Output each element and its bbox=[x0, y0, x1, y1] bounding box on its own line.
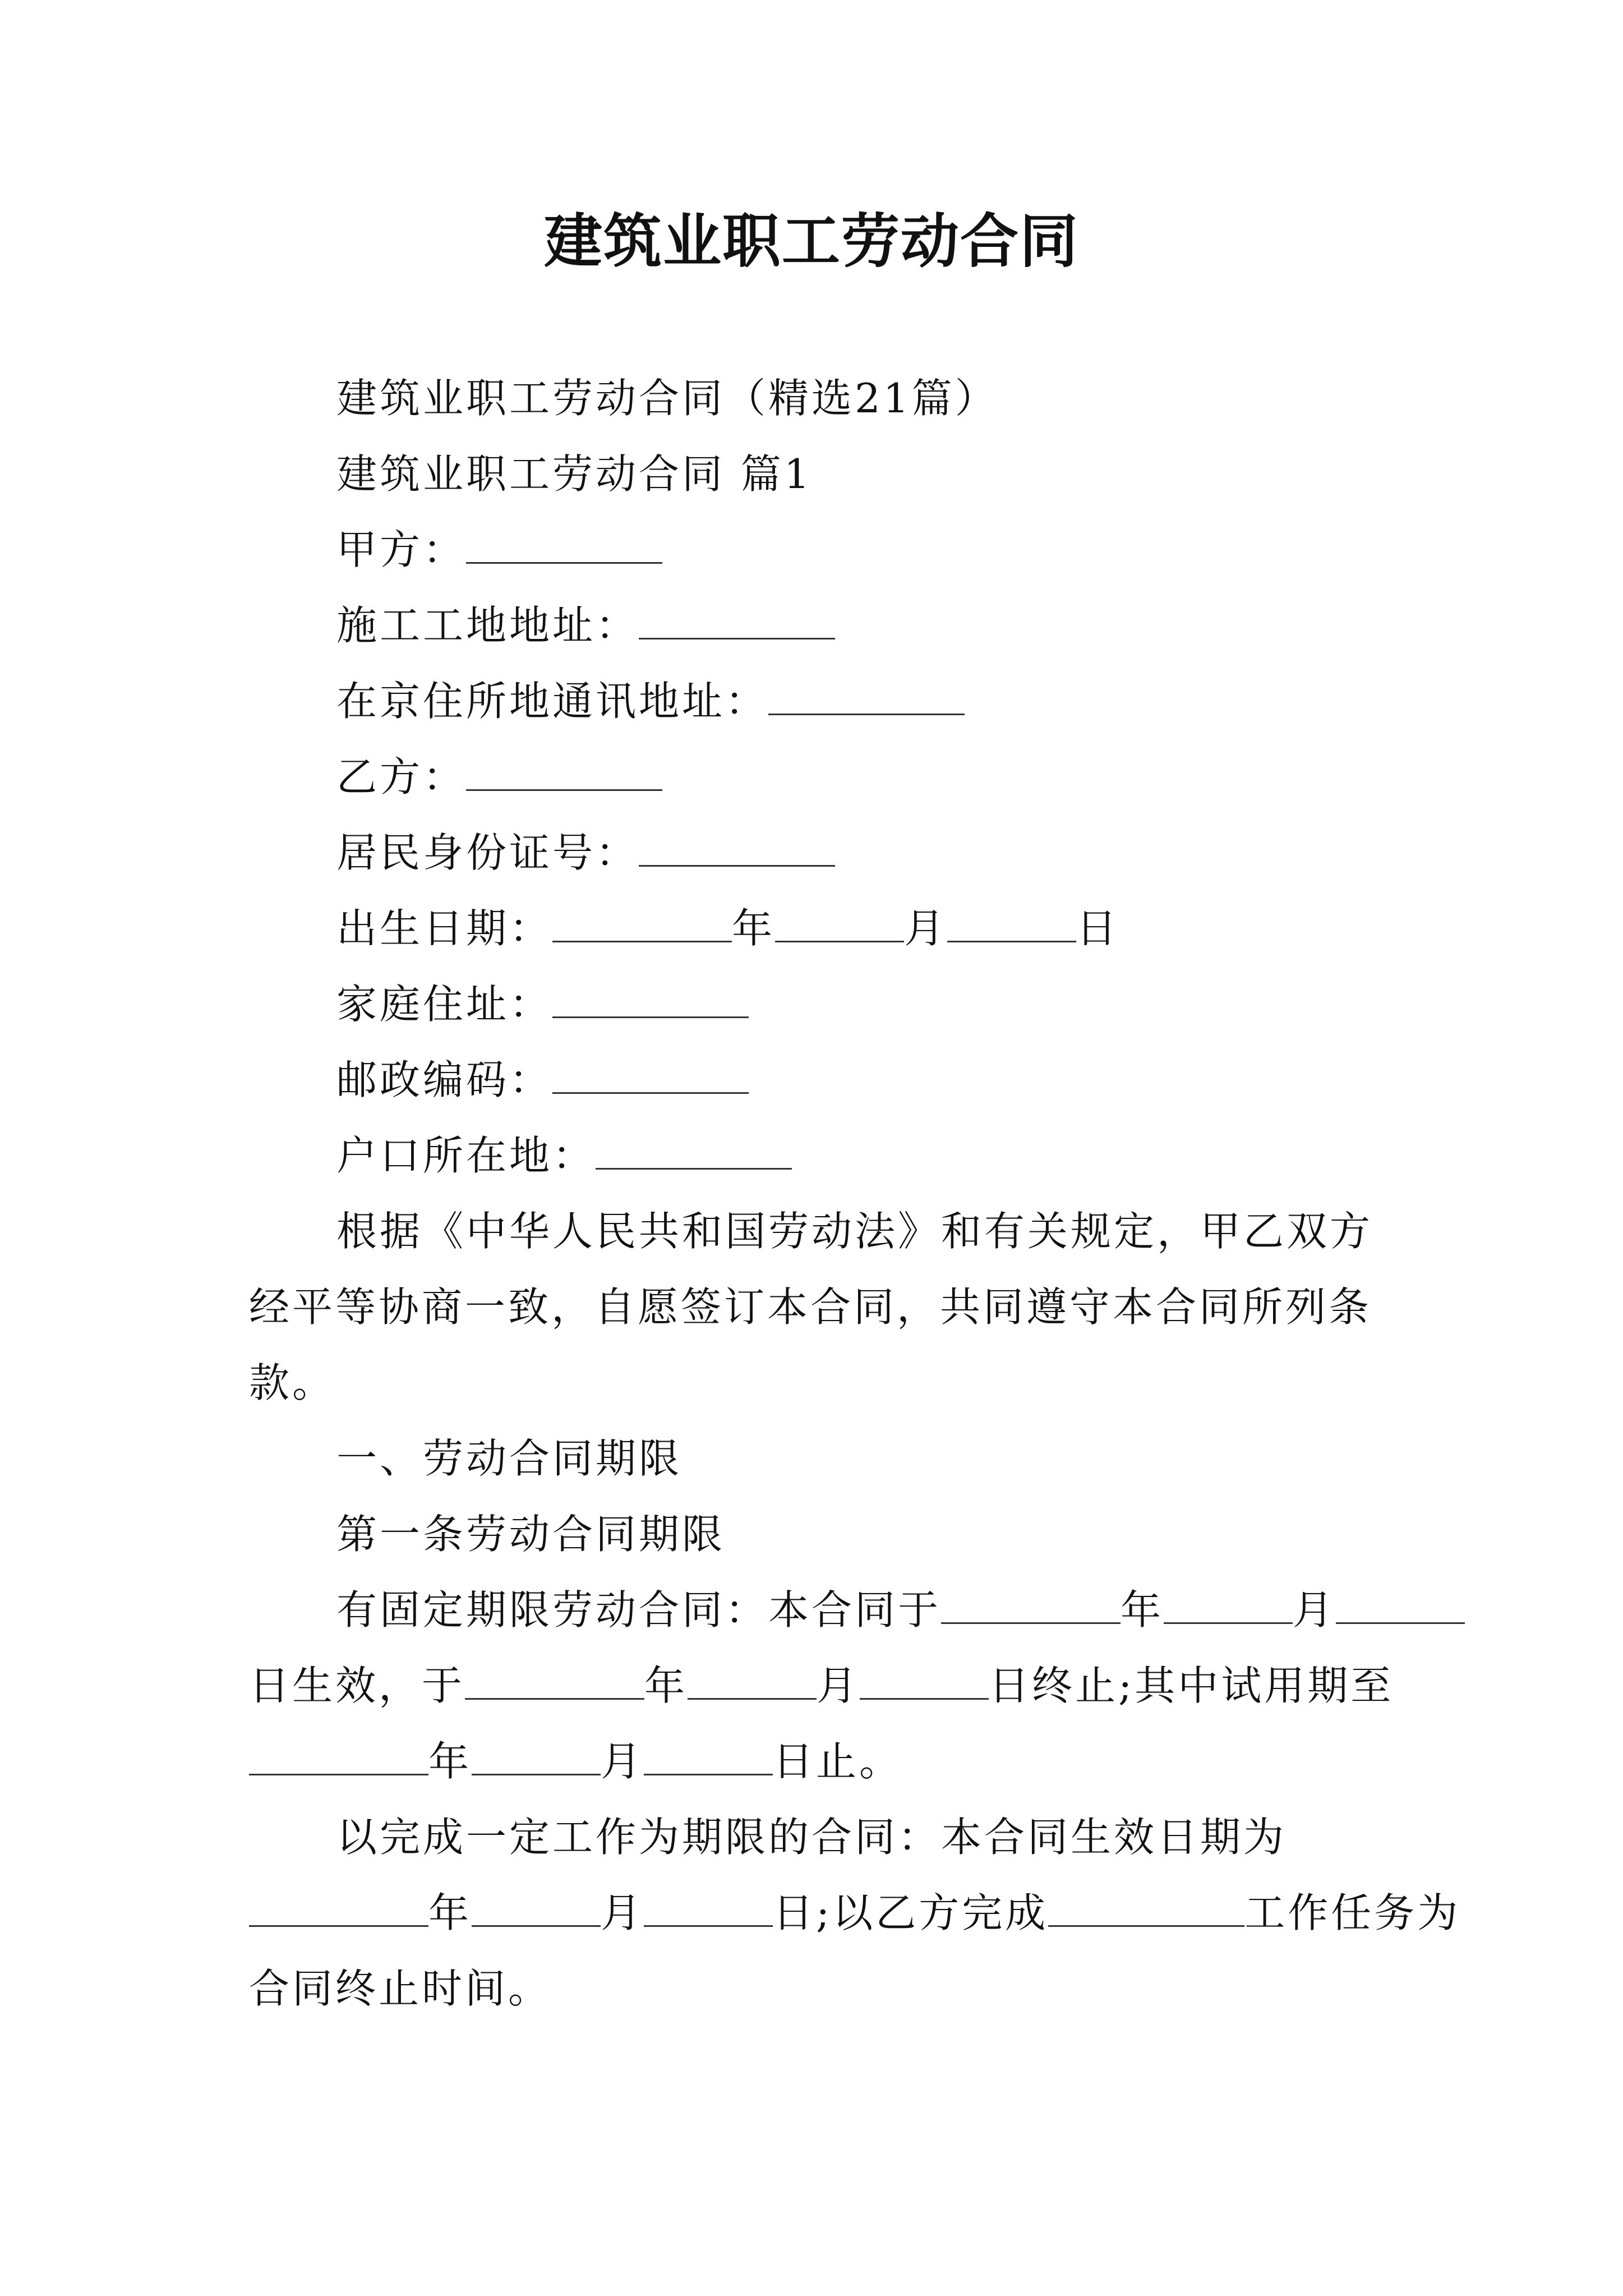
fixed-term-line-3 bbox=[249, 1736, 902, 1787]
month-unit: 月 bbox=[601, 1738, 644, 1785]
year-unit: 年 bbox=[428, 1889, 472, 1936]
task-term-line-2 bbox=[249, 1888, 1460, 1938]
probation-month-blank[interactable] bbox=[472, 1737, 601, 1775]
start-month-blank[interactable] bbox=[1164, 1585, 1293, 1624]
section-heading: 建筑业职工劳动合同 篇1 bbox=[336, 450, 813, 498]
id-number-field bbox=[336, 827, 835, 878]
year-unit: 年 bbox=[644, 1662, 688, 1709]
end-month-blank[interactable] bbox=[688, 1661, 817, 1700]
year-unit: 年 bbox=[428, 1738, 472, 1785]
chapter-heading: 一、劳动合同期限 bbox=[336, 1435, 683, 1482]
home-address-label: 家庭住址： bbox=[336, 981, 553, 1028]
start-day-blank[interactable] bbox=[1336, 1585, 1465, 1624]
birth-month-blank[interactable] bbox=[775, 904, 904, 942]
day-unit: 日 bbox=[1076, 905, 1120, 952]
beijing-address-blank[interactable] bbox=[768, 677, 965, 715]
party-b-field bbox=[336, 752, 662, 802]
postal-code-blank[interactable] bbox=[552, 1055, 749, 1094]
probation-day-blank[interactable] bbox=[644, 1737, 773, 1775]
hukou-field bbox=[336, 1130, 792, 1181]
postal-code-field bbox=[336, 1055, 749, 1105]
home-address-field bbox=[336, 979, 749, 1029]
task-month-blank[interactable] bbox=[472, 1888, 601, 1927]
task-term-line-3: 合同终止时间。 bbox=[249, 1965, 552, 2012]
effective-text: 日生效，于 bbox=[249, 1662, 465, 1709]
fixed-term-label: 有固定期限劳动合同：本合同于 bbox=[336, 1586, 942, 1634]
site-address-label: 施工工地地址： bbox=[336, 602, 639, 649]
intro-paragraph-line-2: 经平等协商一致，自愿签订本合同，共同遵守本合同所列条 bbox=[249, 1283, 1372, 1331]
beijing-address-field bbox=[336, 676, 965, 726]
birth-year-blank[interactable] bbox=[552, 904, 732, 942]
id-number-blank[interactable] bbox=[639, 828, 835, 867]
intro-paragraph-line-1: 根据《中华人民共和国劳动法》和有关规定，甲乙双方 bbox=[336, 1208, 1373, 1255]
start-year-blank[interactable] bbox=[941, 1585, 1121, 1624]
month-unit: 月 bbox=[904, 905, 948, 952]
month-unit: 月 bbox=[1293, 1586, 1336, 1634]
probation-year-blank[interactable] bbox=[249, 1737, 428, 1775]
site-address-blank[interactable] bbox=[639, 601, 835, 639]
month-unit: 月 bbox=[601, 1889, 644, 1936]
site-address-field bbox=[336, 600, 835, 651]
document-title: 建筑业职工劳动合同 bbox=[543, 206, 1079, 275]
party-b-blank[interactable] bbox=[466, 752, 662, 791]
id-number-label: 居民身份证号： bbox=[336, 829, 639, 876]
task-work-blank[interactable] bbox=[1048, 1888, 1244, 1927]
beijing-address-label: 在京住所地通讯地址： bbox=[336, 678, 769, 725]
task-completion-text: 日;以乙方完成 bbox=[773, 1889, 1049, 1936]
task-year-blank[interactable] bbox=[249, 1888, 428, 1927]
end-day-blank[interactable] bbox=[860, 1661, 989, 1700]
intro-paragraph-line-3: 款。 bbox=[249, 1359, 336, 1406]
party-b-label: 乙方： bbox=[336, 753, 467, 800]
termination-text: 日终止;其中试用期至 bbox=[989, 1662, 1394, 1709]
fixed-term-line-1 bbox=[336, 1585, 1465, 1635]
document-subtitle: 建筑业职工劳动合同（精选21篇） bbox=[336, 375, 998, 422]
task-end-text: 工作任务为 bbox=[1244, 1889, 1461, 1936]
probation-end-text: 日止。 bbox=[773, 1738, 903, 1785]
hukou-blank[interactable] bbox=[596, 1131, 792, 1170]
year-unit: 年 bbox=[1121, 1586, 1164, 1634]
party-a-field bbox=[336, 524, 662, 575]
home-address-blank[interactable] bbox=[552, 979, 749, 1018]
year-unit: 年 bbox=[732, 905, 776, 952]
fixed-term-line-2 bbox=[249, 1660, 1394, 1711]
task-day-blank[interactable] bbox=[644, 1888, 773, 1927]
party-a-blank[interactable] bbox=[466, 525, 662, 564]
end-year-blank[interactable] bbox=[465, 1661, 644, 1700]
birth-date-label: 出生日期： bbox=[336, 905, 553, 952]
hukou-label: 户口所在地： bbox=[336, 1132, 596, 1179]
postal-code-label: 邮政编码： bbox=[336, 1056, 553, 1103]
birth-day-blank[interactable] bbox=[947, 904, 1076, 942]
task-term-line-1: 以完成一定工作为期限的合同：本合同生效日期为 bbox=[336, 1814, 1287, 1861]
birth-date-field bbox=[336, 903, 1119, 954]
party-a-label: 甲方： bbox=[336, 526, 467, 573]
article-heading: 第一条劳动合同期限 bbox=[336, 1511, 726, 1558]
month-unit: 月 bbox=[817, 1662, 860, 1709]
